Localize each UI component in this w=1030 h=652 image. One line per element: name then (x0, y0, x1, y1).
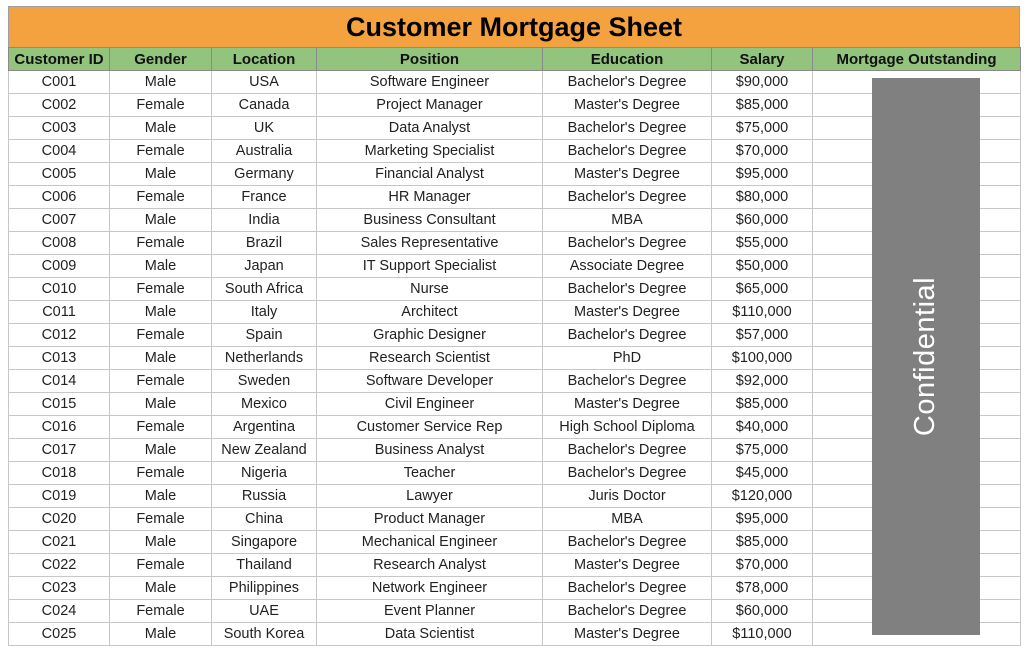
location-cell[interactable]: Nigeria (212, 462, 317, 485)
position-cell[interactable]: Data Analyst (317, 117, 543, 140)
position-cell[interactable]: Sales Representative (317, 232, 543, 255)
gender-cell[interactable]: Female (110, 370, 212, 393)
position-cell[interactable]: Research Scientist (317, 347, 543, 370)
education-cell[interactable]: Bachelor's Degree (543, 531, 712, 554)
location-cell[interactable]: Germany (212, 163, 317, 186)
location-cell[interactable]: Russia (212, 485, 317, 508)
position-cell[interactable]: Event Planner (317, 600, 543, 623)
position-cell[interactable]: Customer Service Rep (317, 416, 543, 439)
table-row (9, 186, 1021, 209)
location-cell[interactable]: UK (212, 117, 317, 140)
education-cell[interactable]: Bachelor's Degree (543, 462, 712, 485)
spreadsheet (8, 6, 1020, 646)
gender-cell[interactable]: Female (110, 416, 212, 439)
salary-cell[interactable]: $95,000 (712, 508, 813, 531)
table-row (9, 508, 1021, 531)
gender-cell[interactable]: Male (110, 163, 212, 186)
table-row (9, 485, 1021, 508)
position-cell[interactable]: Lawyer (317, 485, 543, 508)
salary-cell[interactable]: $40,000 (712, 416, 813, 439)
position-cell[interactable]: Business Analyst (317, 439, 543, 462)
education-cell[interactable]: Bachelor's Degree (543, 186, 712, 209)
customer-id-cell[interactable]: C001 (9, 71, 110, 94)
gender-cell[interactable]: Female (110, 186, 212, 209)
location-cell[interactable]: India (212, 209, 317, 232)
location-cell[interactable]: Spain (212, 324, 317, 347)
salary-cell[interactable]: $75,000 (712, 117, 813, 140)
education-cell[interactable]: Master's Degree (543, 623, 712, 646)
gender-cell[interactable]: Female (110, 324, 212, 347)
column-header-mortgage-outstanding[interactable]: Mortgage Outstanding (813, 48, 1021, 71)
salary-cell[interactable]: $70,000 (712, 140, 813, 163)
table-row (9, 370, 1021, 393)
customer-id-cell[interactable]: C017 (9, 439, 110, 462)
location-cell[interactable]: Argentina (212, 416, 317, 439)
customer-id-cell[interactable]: C009 (9, 255, 110, 278)
education-cell[interactable]: Bachelor's Degree (543, 600, 712, 623)
column-header-salary[interactable]: Salary (712, 48, 813, 71)
table-row (9, 347, 1021, 370)
salary-cell[interactable]: $45,000 (712, 462, 813, 485)
position-cell[interactable]: Mechanical Engineer (317, 531, 543, 554)
gender-cell[interactable]: Male (110, 71, 212, 94)
gender-cell[interactable]: Male (110, 531, 212, 554)
position-cell[interactable]: Project Manager (317, 94, 543, 117)
location-cell[interactable]: New Zealand (212, 439, 317, 462)
table-row (9, 531, 1021, 554)
salary-cell[interactable]: $80,000 (712, 186, 813, 209)
customer-id-cell[interactable]: C006 (9, 186, 110, 209)
customer-id-cell[interactable]: C018 (9, 462, 110, 485)
table-row (9, 623, 1021, 646)
gender-cell[interactable]: Male (110, 577, 212, 600)
education-cell[interactable]: Master's Degree (543, 94, 712, 117)
location-cell[interactable]: Singapore (212, 531, 317, 554)
position-cell[interactable]: Software Developer (317, 370, 543, 393)
education-cell[interactable]: Bachelor's Degree (543, 370, 712, 393)
location-cell[interactable]: France (212, 186, 317, 209)
table-row (9, 140, 1021, 163)
table-row (9, 94, 1021, 117)
position-cell[interactable]: Software Engineer (317, 71, 543, 94)
location-cell[interactable]: China (212, 508, 317, 531)
table-row (9, 209, 1021, 232)
education-cell[interactable]: Bachelor's Degree (543, 117, 712, 140)
gender-cell[interactable]: Female (110, 278, 212, 301)
column-header-gender[interactable]: Gender (110, 48, 212, 71)
position-cell[interactable]: IT Support Specialist (317, 255, 543, 278)
salary-cell[interactable]: $92,000 (712, 370, 813, 393)
column-header-education[interactable]: Education (543, 48, 712, 71)
customer-id-cell[interactable]: C021 (9, 531, 110, 554)
position-cell[interactable]: Financial Analyst (317, 163, 543, 186)
customer-id-cell[interactable]: C005 (9, 163, 110, 186)
confidential-label: Confidential (909, 276, 942, 437)
education-cell[interactable]: Bachelor's Degree (543, 232, 712, 255)
education-cell[interactable]: MBA (543, 508, 712, 531)
confidential-redaction-overlay (872, 78, 980, 635)
location-cell[interactable]: Canada (212, 94, 317, 117)
customer-id-cell[interactable]: C002 (9, 94, 110, 117)
salary-cell[interactable]: $95,000 (712, 163, 813, 186)
salary-cell[interactable]: $57,000 (712, 324, 813, 347)
location-cell[interactable]: Australia (212, 140, 317, 163)
gender-cell[interactable]: Male (110, 255, 212, 278)
salary-cell[interactable]: $120,000 (712, 485, 813, 508)
salary-cell[interactable]: $85,000 (712, 531, 813, 554)
gender-cell[interactable]: Female (110, 554, 212, 577)
salary-cell[interactable]: $60,000 (712, 600, 813, 623)
location-cell[interactable]: Netherlands (212, 347, 317, 370)
table-row (9, 439, 1021, 462)
education-cell[interactable]: Juris Doctor (543, 485, 712, 508)
table-row (9, 301, 1021, 324)
position-cell[interactable]: Business Consultant (317, 209, 543, 232)
location-cell[interactable]: Mexico (212, 393, 317, 416)
location-cell[interactable]: UAE (212, 600, 317, 623)
salary-cell[interactable]: $65,000 (712, 278, 813, 301)
customer-id-cell[interactable]: C008 (9, 232, 110, 255)
gender-cell[interactable]: Female (110, 94, 212, 117)
table-row (9, 393, 1021, 416)
position-cell[interactable]: Architect (317, 301, 543, 324)
education-cell[interactable]: PhD (543, 347, 712, 370)
table-row (9, 71, 1021, 94)
education-cell[interactable]: High School Diploma (543, 416, 712, 439)
column-header-position[interactable]: Position (317, 48, 543, 71)
customer-id-cell[interactable]: C020 (9, 508, 110, 531)
customer-id-cell[interactable]: C013 (9, 347, 110, 370)
position-cell[interactable]: Teacher (317, 462, 543, 485)
education-cell[interactable]: Master's Degree (543, 393, 712, 416)
salary-cell[interactable]: $85,000 (712, 393, 813, 416)
location-cell[interactable]: Brazil (212, 232, 317, 255)
mortgage-table (8, 47, 1021, 646)
position-cell[interactable]: Nurse (317, 278, 543, 301)
column-header-location[interactable]: Location (212, 48, 317, 71)
table-row (9, 324, 1021, 347)
education-cell[interactable]: Bachelor's Degree (543, 439, 712, 462)
gender-cell[interactable]: Male (110, 393, 212, 416)
gender-cell[interactable]: Female (110, 508, 212, 531)
location-cell[interactable]: South Korea (212, 623, 317, 646)
table-row (9, 600, 1021, 623)
location-cell[interactable]: Sweden (212, 370, 317, 393)
salary-cell[interactable]: $110,000 (712, 301, 813, 324)
gender-cell[interactable]: Female (110, 232, 212, 255)
gender-cell[interactable]: Male (110, 623, 212, 646)
salary-cell[interactable]: $55,000 (712, 232, 813, 255)
customer-id-cell[interactable]: C007 (9, 209, 110, 232)
salary-cell[interactable]: $50,000 (712, 255, 813, 278)
location-cell[interactable]: Philippines (212, 577, 317, 600)
gender-cell[interactable]: Female (110, 140, 212, 163)
gender-cell[interactable]: Male (110, 117, 212, 140)
position-cell[interactable]: Data Scientist (317, 623, 543, 646)
education-cell[interactable]: MBA (543, 209, 712, 232)
position-cell[interactable]: HR Manager (317, 186, 543, 209)
table-row (9, 577, 1021, 600)
salary-cell[interactable]: $100,000 (712, 347, 813, 370)
table-row (9, 117, 1021, 140)
customer-id-cell[interactable]: C003 (9, 117, 110, 140)
customer-id-cell[interactable]: C015 (9, 393, 110, 416)
location-cell[interactable]: USA (212, 71, 317, 94)
location-cell[interactable]: Italy (212, 301, 317, 324)
customer-id-cell[interactable]: C014 (9, 370, 110, 393)
sheet-title[interactable]: Customer Mortgage Sheet (8, 6, 1020, 47)
salary-cell[interactable]: $70,000 (712, 554, 813, 577)
education-cell[interactable]: Bachelor's Degree (543, 324, 712, 347)
gender-cell[interactable]: Male (110, 485, 212, 508)
position-cell[interactable]: Civil Engineer (317, 393, 543, 416)
location-cell[interactable]: South Africa (212, 278, 317, 301)
education-cell[interactable]: Bachelor's Degree (543, 140, 712, 163)
position-cell[interactable]: Network Engineer (317, 577, 543, 600)
gender-cell[interactable]: Female (110, 600, 212, 623)
table-row (9, 416, 1021, 439)
gender-cell[interactable]: Male (110, 301, 212, 324)
salary-cell[interactable]: $75,000 (712, 439, 813, 462)
education-cell[interactable]: Master's Degree (543, 301, 712, 324)
education-cell[interactable]: Bachelor's Degree (543, 577, 712, 600)
education-cell[interactable]: Bachelor's Degree (543, 71, 712, 94)
table-row (9, 462, 1021, 485)
education-cell[interactable]: Bachelor's Degree (543, 278, 712, 301)
customer-id-cell[interactable]: C024 (9, 600, 110, 623)
customer-id-cell[interactable]: C012 (9, 324, 110, 347)
location-cell[interactable]: Thailand (212, 554, 317, 577)
table-body (9, 71, 1021, 646)
salary-cell[interactable]: $90,000 (712, 71, 813, 94)
salary-cell[interactable]: $60,000 (712, 209, 813, 232)
header-row (9, 48, 1021, 71)
location-cell[interactable]: Japan (212, 255, 317, 278)
table-row (9, 255, 1021, 278)
gender-cell[interactable]: Male (110, 347, 212, 370)
education-cell[interactable]: Associate Degree (543, 255, 712, 278)
education-cell[interactable]: Master's Degree (543, 163, 712, 186)
salary-cell[interactable]: $110,000 (712, 623, 813, 646)
customer-id-cell[interactable]: C025 (9, 623, 110, 646)
salary-cell[interactable]: $78,000 (712, 577, 813, 600)
customer-id-cell[interactable]: C011 (9, 301, 110, 324)
position-cell[interactable]: Product Manager (317, 508, 543, 531)
customer-id-cell[interactable]: C004 (9, 140, 110, 163)
position-cell[interactable]: Research Analyst (317, 554, 543, 577)
column-header-customer-id[interactable]: Customer ID (9, 48, 110, 71)
salary-cell[interactable]: $85,000 (712, 94, 813, 117)
gender-cell[interactable]: Female (110, 462, 212, 485)
customer-id-cell[interactable]: C019 (9, 485, 110, 508)
customer-id-cell[interactable]: C022 (9, 554, 110, 577)
education-cell[interactable]: Master's Degree (543, 554, 712, 577)
table-row (9, 278, 1021, 301)
customer-id-cell[interactable]: C023 (9, 577, 110, 600)
position-cell[interactable]: Marketing Specialist (317, 140, 543, 163)
gender-cell[interactable]: Male (110, 439, 212, 462)
gender-cell[interactable]: Male (110, 209, 212, 232)
table-row (9, 554, 1021, 577)
table-row (9, 163, 1021, 186)
customer-id-cell[interactable]: C010 (9, 278, 110, 301)
customer-id-cell[interactable]: C016 (9, 416, 110, 439)
table-row (9, 232, 1021, 255)
position-cell[interactable]: Graphic Designer (317, 324, 543, 347)
